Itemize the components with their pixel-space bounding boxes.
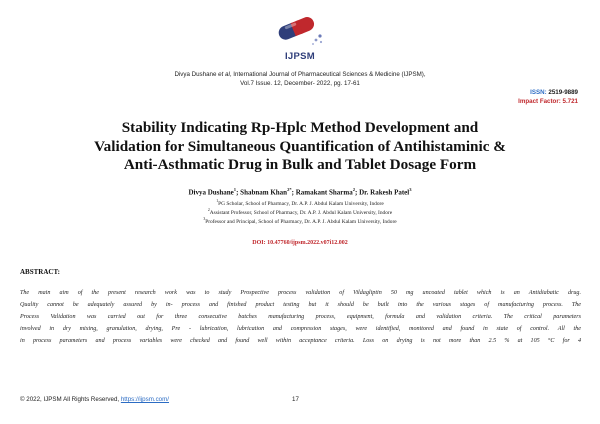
abstract-heading: ABSTRACT: [20,268,60,276]
impact-factor: Impact Factor: 5.721 [518,98,578,105]
citation-volume: Vol.7 Issue. 12, December- 2022, pg. 17-61 [240,80,360,87]
affiliation-sup: 1 [216,199,219,203]
footer-copyright [20,396,169,403]
journal-logo-text: IJPSM [284,51,315,62]
author-sup: 2 [352,187,356,192]
title-line-2: Validation for Simultaneous Quantification of Antihistaminic & [94,137,506,155]
affiliation-text: PG Scholar, School of Pharmacy, Dr. A.P. J. Abdul Kalam University, Indore [218,200,384,207]
author-name: Dr. Rakesh Patel [359,188,410,197]
citation-line [20,71,580,78]
abstract-line: Quality cannot be adequately assured by in- process and finished product testing but it should be built into the various stages of manufacturing process. The [20,302,581,309]
title-line-3: Anti-Asthmatic Drug in Bulk and Tablet Dosage Form [123,156,477,173]
citation-journal: , International Journal of Pharmaceutical Sciences & Medicine (IJPSM), [229,71,426,78]
author-sup: 1 [233,187,237,192]
affiliation [30,217,570,225]
author-name: Ramakant Sharma [295,188,353,197]
author-list [30,187,570,196]
journal-link[interactable]: https://ijpsm.com/ [120,396,169,403]
issn-label: ISSN: [530,89,547,96]
issn [530,89,578,96]
affiliation-sup: 2 [207,208,210,212]
copyright-text: © 2022, IJPSM All Rights Reserved, [20,396,121,403]
author-sep: ; [291,188,296,197]
author-name: Shabnam Khan [240,188,288,197]
affiliation-text: Professor and Principal, School of Pharmacy, Dr. A.P. J. Abdul Kalam University, Indore [205,218,397,225]
abstract-line: Process Validation was carried out for three consecutive batches manufacturing process, equipment, formula and validation criteria. The critical parameters [20,314,581,321]
title-line-1: Stability Indicating Rp-Hplc Method Development and [121,119,479,136]
issn-value: 2519-9889 [546,89,578,96]
author-sup: 3 [409,187,412,192]
abstract-line: The main aim of the present research work was to study Prospective process validation of Vildagliptin 50 mg uncoated tablet which is an Antidiabatic drug. [20,290,581,296]
affiliation [30,208,570,216]
abstract-line: in process parameters and process variables were checked and found well within acceptance criteria. Loss on drying is not more than 2.5 % at 105 °C for 4 [20,338,581,345]
abstract-body [20,287,581,347]
page-number: 17 [292,396,299,403]
paper-title [30,119,570,175]
doi[interactable]: DOI: 10.47760/ijpsm.2022.v07i12.002 [252,240,348,246]
citation-author: Divya Dushane [174,71,217,78]
author-sup: 2* [287,187,292,192]
author-name: Divya Dushane [188,188,234,197]
affiliation [30,199,570,207]
affiliation-sup: 3 [203,217,206,221]
abstract-line: involved in dry mixing, granulation, drying, Pre - lubrication, lubrication and compression stages, were identified, monitored and found in state of control. All the [20,326,581,333]
author-sep: ; [236,188,241,197]
author-sep: ; [355,188,360,197]
citation-et-al: et al [218,71,230,78]
affiliation-text: Assistant Professor, School of Pharmacy, Dr. A.P. J. Abdul Kalam University, Indore [209,209,393,216]
